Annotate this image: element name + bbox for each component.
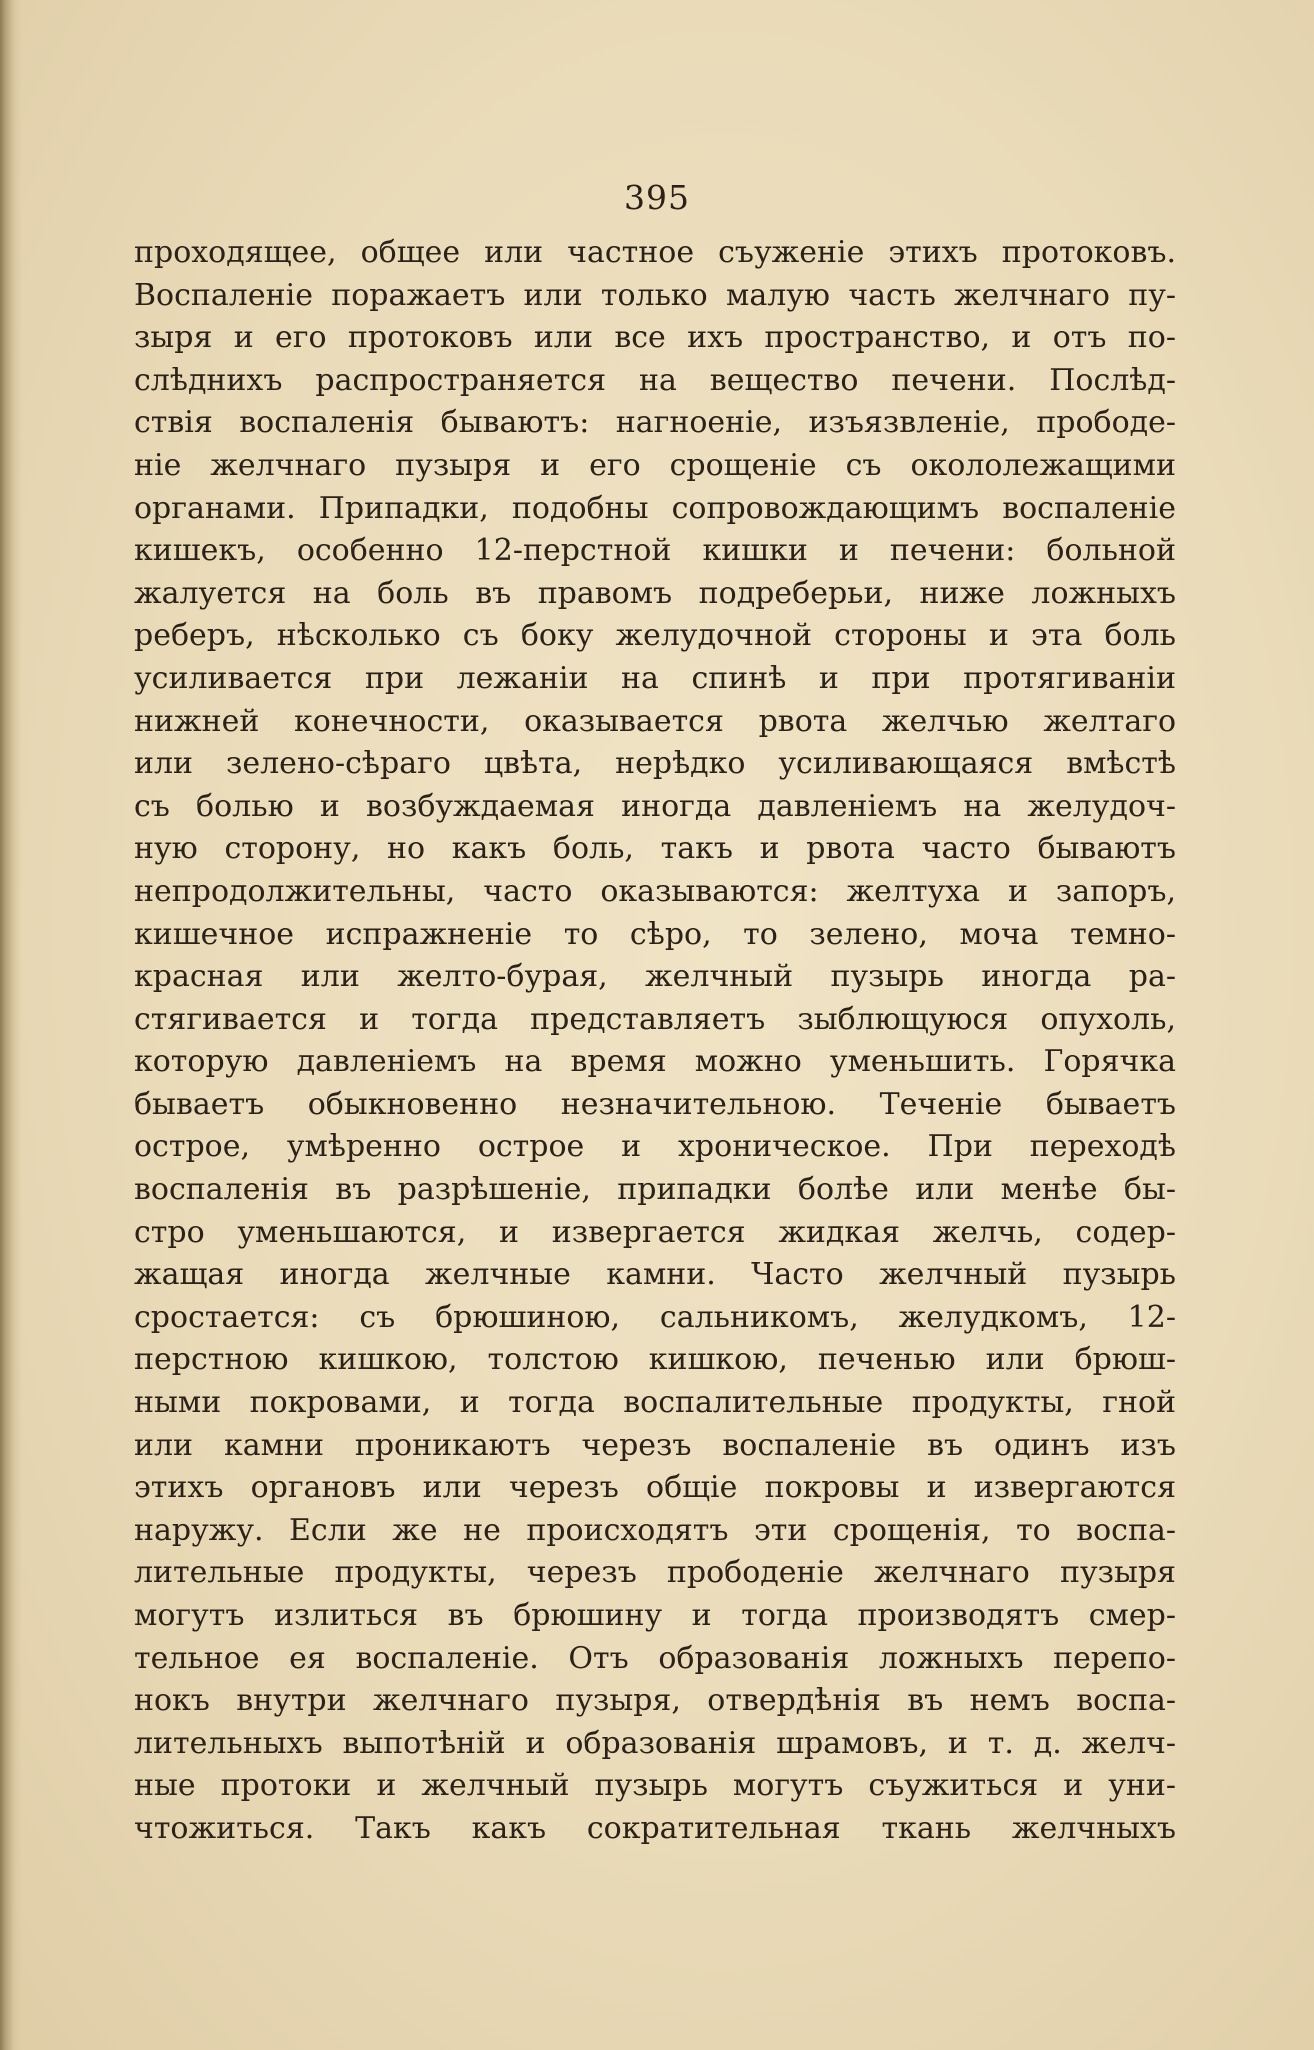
text-line: или камни проникаютъ черезъ воспаленіе въ одинъ изъ [134,1427,1176,1463]
text-line: лительныхъ выпотѣній и образованія шрамовъ, и т. д. желч- [134,1725,1176,1761]
text-line: ную сторону, но какъ боль, такъ и рвота часто бываютъ [134,831,1176,867]
text-line: стро уменьшаются, и извергается жидкая желчь, содер- [134,1214,1176,1250]
text-line: могутъ излиться въ брюшину и тогда производятъ смер- [134,1598,1176,1633]
text-line: проходящее, общее или частное съуженіе этихъ протоковъ. [134,235,1176,270]
body-text [134,232,1176,1851]
text-line: воспаленія въ разрѣшеніе, припадки болѣе или менѣе бы- [134,1172,1176,1208]
text-line: сростается: съ брюшиною, сальникомъ, желудкомъ, 12- [134,1299,1176,1335]
text-line: реберъ, нѣсколько съ боку желудочной стороны и эта боль [134,618,1176,654]
text-line: Воспаленіе поражаетъ или только малую часть желчнаго пу- [134,277,1176,313]
text-line: нижней конечности, оказывается рвота желчью желтаго [134,703,1176,739]
text-line: лительные продукты, черезъ прободеніе желчнаго пузыря [134,1555,1176,1591]
page-number: 395 [624,178,690,217]
text-line: стягивается и тогда представляетъ зыблющуюся опухоль, [134,1001,1176,1037]
text-line: органами. Припадки, подобны сопровождающимъ воспаленіе [134,490,1176,526]
text-line: перстною кишкою, толстою кишкою, печенью или брюш- [134,1342,1176,1378]
text-line: ные протоки и желчный пузырь могутъ съужиться и уни- [134,1768,1176,1804]
text-line: слѣднихъ распространяется на вещество печени. Послѣд- [134,362,1176,398]
text-line: бываетъ обыкновенно незначительною. Теченіе бываетъ [134,1086,1176,1122]
text-line: ствія воспаленія бываютъ: нагноеніе, изъязвленіе, прободе- [134,405,1176,441]
text-line: этихъ органовъ или черезъ общіе покровы и извергаются [134,1470,1176,1506]
text-line: или зелено-сѣраго цвѣта, нерѣдко усиливающаяся вмѣстѣ [134,746,1176,782]
text-line: ными покровами, и тогда воспалительные продукты, гной [134,1385,1176,1421]
text-line: кишечное испражненіе то сѣро, то зелено, моча темно- [134,916,1176,952]
text-line: кишекъ, особенно 12-перстной кишки и печени: больной [134,533,1176,569]
text-line: ніе желчнаго пузыря и его срощеніе съ окололежащими [134,447,1176,483]
text-line: тельное ея воспаленіе. Отъ образованія ложныхъ перепо- [134,1640,1176,1676]
text-line: которую давленіемъ на время можно уменьшить. Горячка [134,1044,1176,1080]
text-line: зыря и его протоковъ или все ихъ пространство, и отъ по- [134,320,1176,356]
text-line: жалуется на боль въ правомъ подреберьи, ниже ложныхъ [134,575,1176,611]
text-line: наружу. Если же не происходятъ эти срощенія, то воспа- [134,1512,1176,1548]
text-line: красная или желто-бурая, желчный пузырь иногда ра- [134,959,1176,995]
text-line: жащая иногда желчные камни. Часто желчный пузырь [134,1257,1176,1293]
text-line: съ болью и возбуждаемая иногда давленіемъ на желудоч- [134,788,1176,824]
text-line: чтожиться. Такъ какъ сократительная ткань желчныхъ [134,1810,1176,1846]
page-binding-edge [0,0,22,2050]
text-line: усиливается при лежаніи на спинѣ и при протягиваніи [134,660,1176,696]
text-line: нокъ внутри желчнаго пузыря, отвердѣнія въ немъ воспа- [134,1683,1176,1719]
text-line: непродолжительны, часто оказываются: желтуха и запоръ, [134,873,1176,909]
text-line: острое, умѣренно острое и хроническое. При переходѣ [134,1129,1176,1165]
